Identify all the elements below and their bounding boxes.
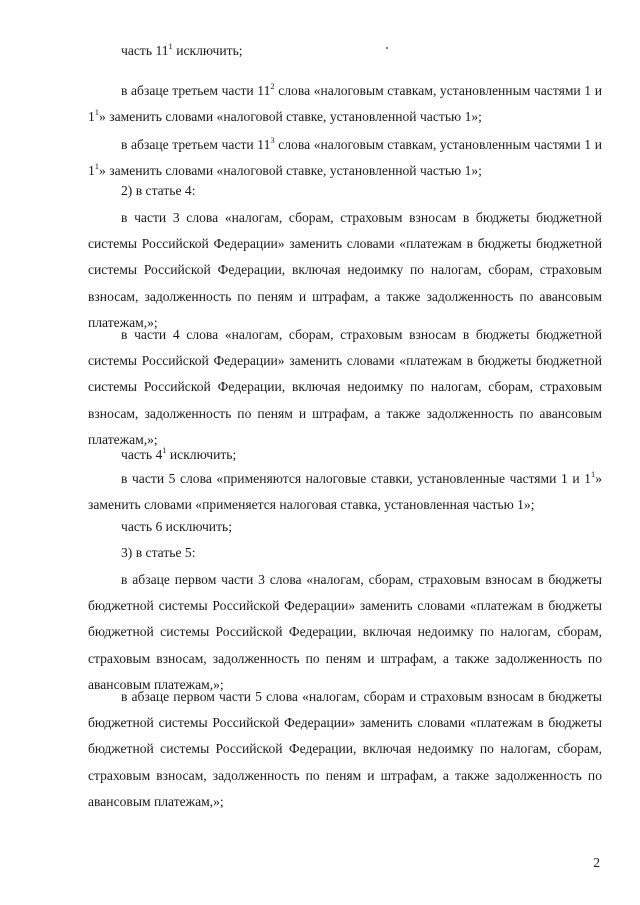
paragraph-part-11-3: в абзаце третьем части $11^3$ слова «налоговым ставкам, установленным частями 1 и $1^1$» заменить словами «налоговой ставке, установленной частью 1»;	[88, 135, 602, 179]
paragraph-part-11-2: в абзаце третьем части $11^2$ слова «налоговым ставкам, установленным частями 1 и $1^1$» заменить словами «налоговой ставке, установленной частью 1»;	[88, 81, 602, 125]
paragraph-article-5-heading: 3) в статье 5:	[121, 545, 196, 560]
paragraph-article-5-part-5: в абзаце первом части 5 слова «налогам, сборам и страховым взносам в бюджеты бюджетной системы Российской Федерации» заменить словами «платежам в бюджеты бюджетной системы Российской Федерации, включая недоимку по налогам, сборам, страховым взносам, задолженность по пеням и штрафам, а также задолженность по авансовым платежам,»;	[88, 689, 602, 809]
paragraph-article-5-part-3: в абзаце первом части 3 слова «налогам, сборам, страховым взносам в бюджеты бюджетной системы Российской Федерации» заменить словами «платежам в бюджеты бюджетной системы Российской Федерации, включая недоимку по налогам, сборам, страховым взносам, задолженность по пеням и штрафам, а также задолженность по авансовым платежам,»;	[88, 572, 602, 692]
paragraph-part-4-1: часть $4^1$ исключить;	[121, 445, 237, 462]
paragraph-article-4-heading: 2) в статье 4:	[121, 183, 196, 198]
paragraph-article-4-part-3: в части 3 слова «налогам, сборам, страховым взносам в бюджеты бюджетной системы Российской Федерации» заменить словами «платежам в бюджеты бюджетной системы Российской Федерации, включая недоимку по налогам, сборам, страховым взносам, задолженность по пеням и штрафам, а также задолженность по авансовым платежам,»;	[88, 210, 602, 330]
paragraph-article-4-part-5: в части 5 слова «применяются налоговые ставки, установленные частями 1 и $1^1$» заменить словами «применяется налоговая ставка, установленная частью 1»;	[88, 469, 602, 513]
paragraph-part-11-1: часть $11^1$ исключить;	[121, 41, 243, 58]
paragraph-article-4-part-4: в части 4 слова «налогам, сборам, страховым взносам в бюджеты бюджетной системы Российской Федерации» заменить словами «платежам в бюджеты бюджетной системы Российской Федерации, включая недоимку по налогам, сборам, страховым взносам, задолженность по пеням и штрафам, а также задолженность по авансовым платежам,»;	[88, 327, 602, 447]
paragraph-part-6: часть 6 исключить;	[121, 519, 232, 534]
page-number: 2	[593, 855, 600, 870]
